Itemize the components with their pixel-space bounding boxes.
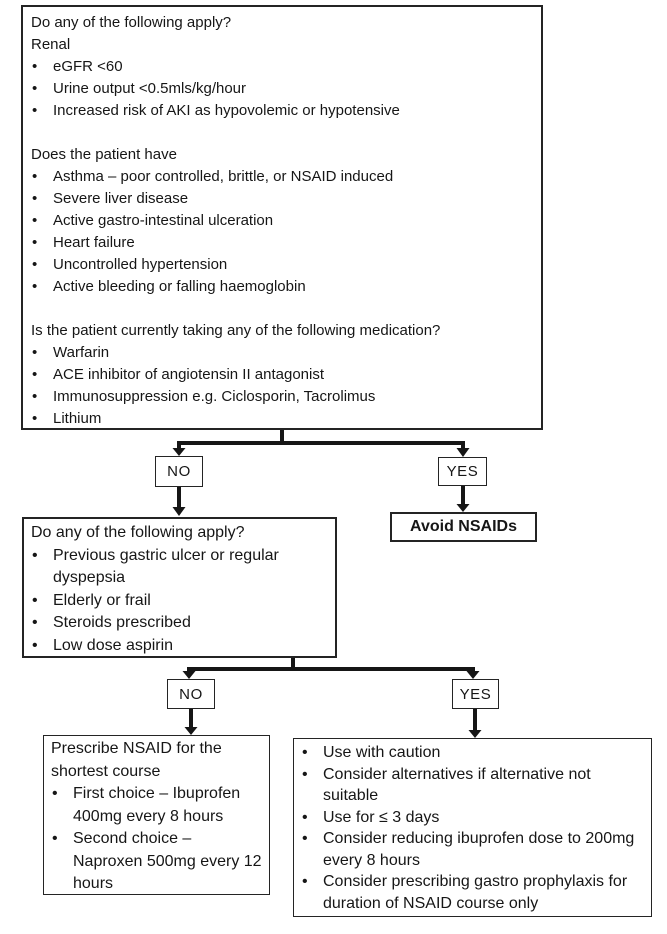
medications-list [31, 342, 533, 430]
branch2-yes-label: YES [459, 685, 492, 703]
medications-section-heading: Is the patient currently taking any of the following medication? [31, 322, 441, 339]
prescribe-heading: Prescribe NSAID for the shortest course [51, 740, 222, 780]
list-item: • eGFR <60 [31, 56, 533, 78]
list-item: • Use with caution [301, 742, 644, 764]
list-item: • Consider alternatives if alternative not suitable [301, 764, 644, 807]
prescribe-options-list [51, 783, 262, 896]
list-item: • Low dose aspirin [31, 635, 328, 658]
list-item: • Urine output <0.5mls/kg/hour [31, 78, 533, 100]
list-item: • Consider prescribing gastro prophylaxis for duration of NSAID course only [301, 871, 644, 914]
list-item: • Elderly or frail [31, 590, 328, 613]
list-item: • Active gastro-intestinal ulceration [31, 210, 533, 232]
branch2-yes-box [452, 679, 499, 709]
branch2-no-box [167, 679, 215, 709]
medications-section [31, 320, 533, 430]
list-item: • Immunosuppression e.g. Ciclosporin, Tacrolimus [31, 386, 533, 408]
conditions-section [31, 144, 533, 298]
branch1-no-box [155, 456, 203, 487]
screening-question-text: Do any of the following apply? [31, 14, 232, 31]
list-item: • Increased risk of AKI as hypovolemic or hypotensive [31, 100, 533, 122]
gi-risk-question-box [22, 517, 337, 658]
conditions-section-heading: Does the patient have [31, 146, 177, 163]
branch1-yes-box [438, 457, 487, 486]
branch2-no-label: NO [179, 685, 203, 703]
list-item: • Consider reducing ibuprofen dose to 200mg every 8 hours [301, 828, 644, 871]
list-item: • Warfarin [31, 342, 533, 364]
branch1-no-label: NO [167, 463, 191, 480]
renal-section [31, 34, 533, 122]
avoid-nsaids-label: Avoid NSAIDs [410, 518, 517, 535]
list-item: • First choice – Ibuprofen 400mg every 8 hours [51, 783, 262, 828]
screening-question-box [21, 5, 543, 430]
prescribe-nsaid-box [43, 735, 270, 895]
list-item: • Severe liver disease [31, 188, 533, 210]
list-item: • Lithium [31, 408, 533, 430]
list-item: • Uncontrolled hypertension [31, 254, 533, 276]
gi-risk-list [31, 545, 328, 658]
branch1-yes-label: YES [446, 463, 479, 480]
use-with-caution-box [293, 738, 652, 917]
list-item: • Previous gastric ulcer or regular dyspepsia [31, 545, 328, 590]
conditions-list [31, 166, 533, 298]
gi-risk-question-text: Do any of the following apply? [31, 524, 245, 541]
caution-advice-list [301, 742, 644, 914]
list-item: • Heart failure [31, 232, 533, 254]
renal-criteria-list [31, 56, 533, 122]
list-item: • Active bleeding or falling haemoglobin [31, 276, 533, 298]
list-item: • Steroids prescribed [31, 612, 328, 635]
renal-section-heading: Renal [31, 36, 71, 53]
list-item: • Second choice – Naproxen 500mg every 12 hours [51, 828, 262, 896]
list-item: • Asthma – poor controlled, brittle, or NSAID induced [31, 166, 533, 188]
avoid-nsaids-box [390, 512, 537, 542]
list-item: • ACE inhibitor of angiotensin II antagonist [31, 364, 533, 386]
list-item: • Use for ≤ 3 days [301, 807, 644, 829]
